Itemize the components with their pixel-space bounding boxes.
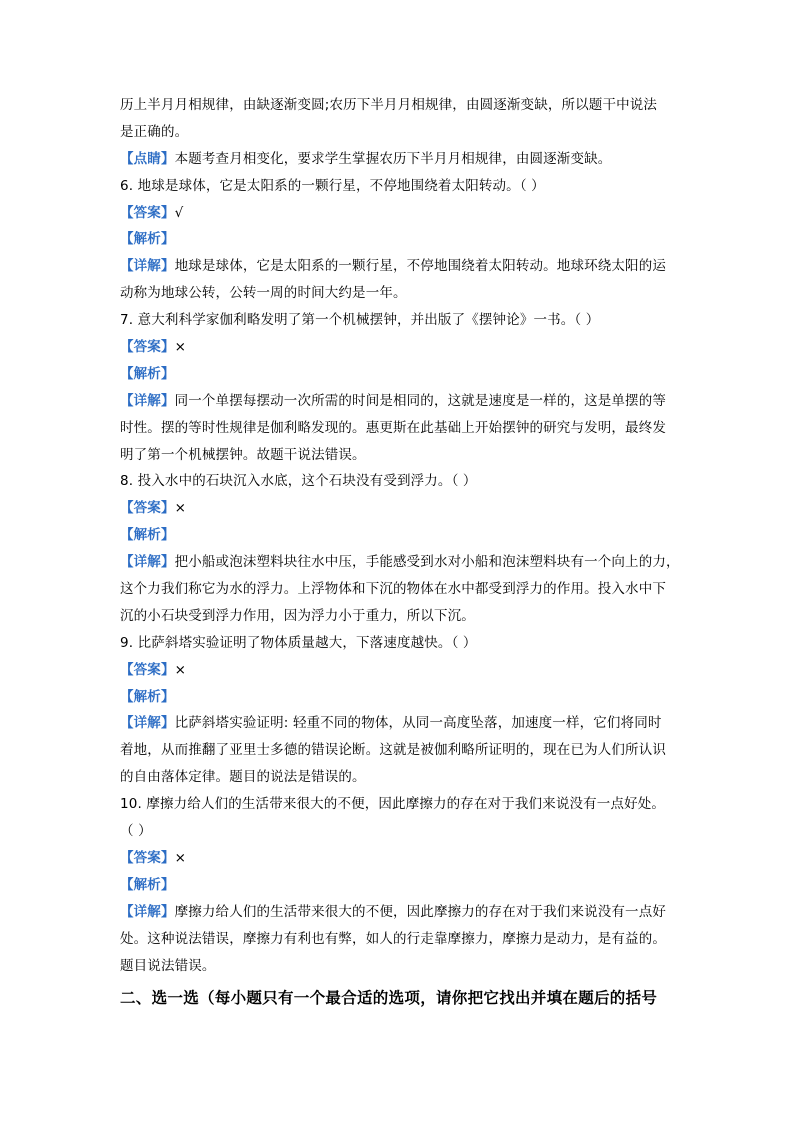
section-label: 【答案】: [120, 204, 175, 221]
section-label: 【解析】: [120, 365, 175, 382]
section-label: 【详解】: [120, 392, 175, 409]
line-text: 同一个单摆每摆动一次所需的时间是相同的，这就是速度是一样的，这是单摆的等: [174, 392, 667, 409]
section-label: 【详解】: [120, 715, 175, 732]
section-heading: 二、选一选（每小题只有一个最合适的选项，请你把它找出并填在题后的括号: [120, 989, 658, 1008]
section-label: 【答案】: [120, 661, 175, 678]
text-line: 10. 摩擦力给人们的生活带来很大的不便，因此摩擦力的存在对于我们来说没有一点好处。: [120, 796, 666, 813]
labeled-line: [120, 522, 680, 549]
section-label: 【解析】: [120, 688, 175, 705]
section-label: 【解析】: [120, 231, 175, 248]
text-line: 6. 地球是球体，它是太阳系的一颗行星，不停地围绕着太阳转动。（ ）: [120, 177, 545, 194]
labeled-line: [120, 253, 680, 280]
line-text: 比萨斜塔实验证明: 轻重不同的物体，从同一高度坠落，加速度一样，它们将同时: [174, 715, 662, 732]
text-line: 动称为地球公转，公转一周的时间大约是一年。: [120, 285, 407, 302]
text-line: 的自由落体定律。题目的说法是错误的。: [120, 769, 366, 786]
labeled-line: [120, 146, 680, 173]
text-line: 是正确的。: [120, 123, 189, 140]
text-line: 沉的小石块受到浮力作用，因为浮力小于重力，所以下沉。: [120, 607, 475, 624]
section-label: 【解析】: [120, 527, 175, 544]
labeled-line: [120, 710, 680, 737]
labeled-line: [120, 657, 680, 684]
section-label: 【详解】: [120, 258, 175, 275]
labeled-line: [120, 684, 680, 711]
section-label: 【详解】: [120, 554, 175, 571]
section-label: 【答案】: [120, 339, 175, 356]
text-line: （ ）: [120, 823, 152, 840]
labeled-line: [120, 549, 680, 576]
text-line: 处。这种说法错误，摩擦力有利也有弊，如人的行走靠摩擦力，摩擦力是动力，是有益的。: [120, 930, 666, 947]
labeled-line: [120, 495, 680, 522]
text-line: 9. 比萨斜塔实验证明了物体质量越大，下落速度越快。（ ）: [120, 634, 477, 651]
labeled-line: [120, 226, 680, 253]
text-line: 历上半月月相规律，由缺逐渐变圆;农历下半月月相规律，由圆逐渐变缺，所以题干中说法: [120, 97, 658, 113]
text-line: 这个力我们称它为水的浮力。上浮物体和下沉的物体在水中都受到浮力的作用。投入水中下: [120, 581, 666, 598]
document-page: [120, 92, 680, 1013]
labeled-line: [120, 361, 680, 388]
section-label: 【详解】: [120, 903, 175, 920]
text-line: 7. 意大利科学家伽利略发明了第一个机械摆钟，并出版了《摆钟论》一书。（ ）: [120, 312, 600, 329]
text-line: 明了第一个机械摆钟。故题干说法错误。: [120, 446, 366, 463]
line-text: 摩擦力给人们的生活带来很大的不便，因此摩擦力的存在对于我们来说没有一点好: [174, 903, 667, 920]
labeled-line: [120, 845, 680, 872]
text-line: 时性。摆的等时性规律是伽利略发现的。惠更斯在此基础上开始摆钟的研究与发明，最终发: [120, 419, 666, 436]
labeled-line: [120, 872, 680, 899]
labeled-line: [120, 334, 680, 361]
line-text: ×: [174, 500, 187, 517]
text-line: 着地，从而推翻了亚里士多德的错误论断。这就是被伽利略所证明的，现在已为人们所认识: [120, 742, 666, 759]
line-text: ×: [174, 339, 187, 356]
labeled-line: [120, 899, 680, 926]
section-label: 【解析】: [120, 876, 175, 893]
section-label: 【点睛】: [120, 150, 175, 167]
labeled-line: [120, 388, 680, 415]
labeled-line: [120, 200, 680, 227]
line-text: 把小船或泡沫塑料块往水中压，手能感受到水对小船和泡沫塑料块有一个向上的力，: [174, 554, 680, 571]
line-text: ×: [174, 849, 187, 866]
text-line: 题目说法错误。: [120, 957, 216, 974]
section-label: 【答案】: [120, 849, 175, 866]
document-body: [120, 92, 680, 979]
line-text: ×: [174, 661, 187, 678]
line-text: 本题考查月相变化，要求学生掌握农历下半月月相规律，由圆逐渐变缺。: [174, 150, 612, 167]
line-text: √: [174, 204, 184, 221]
text-line: 8. 投入水中的石块沉入水底，这个石块没有受到浮力。（ ）: [120, 473, 477, 490]
line-text: 地球是球体，它是太阳系的一颗行星，不停地围绕着太阳转动。地球环绕太阳的运: [174, 258, 667, 275]
section-label: 【答案】: [120, 500, 175, 517]
